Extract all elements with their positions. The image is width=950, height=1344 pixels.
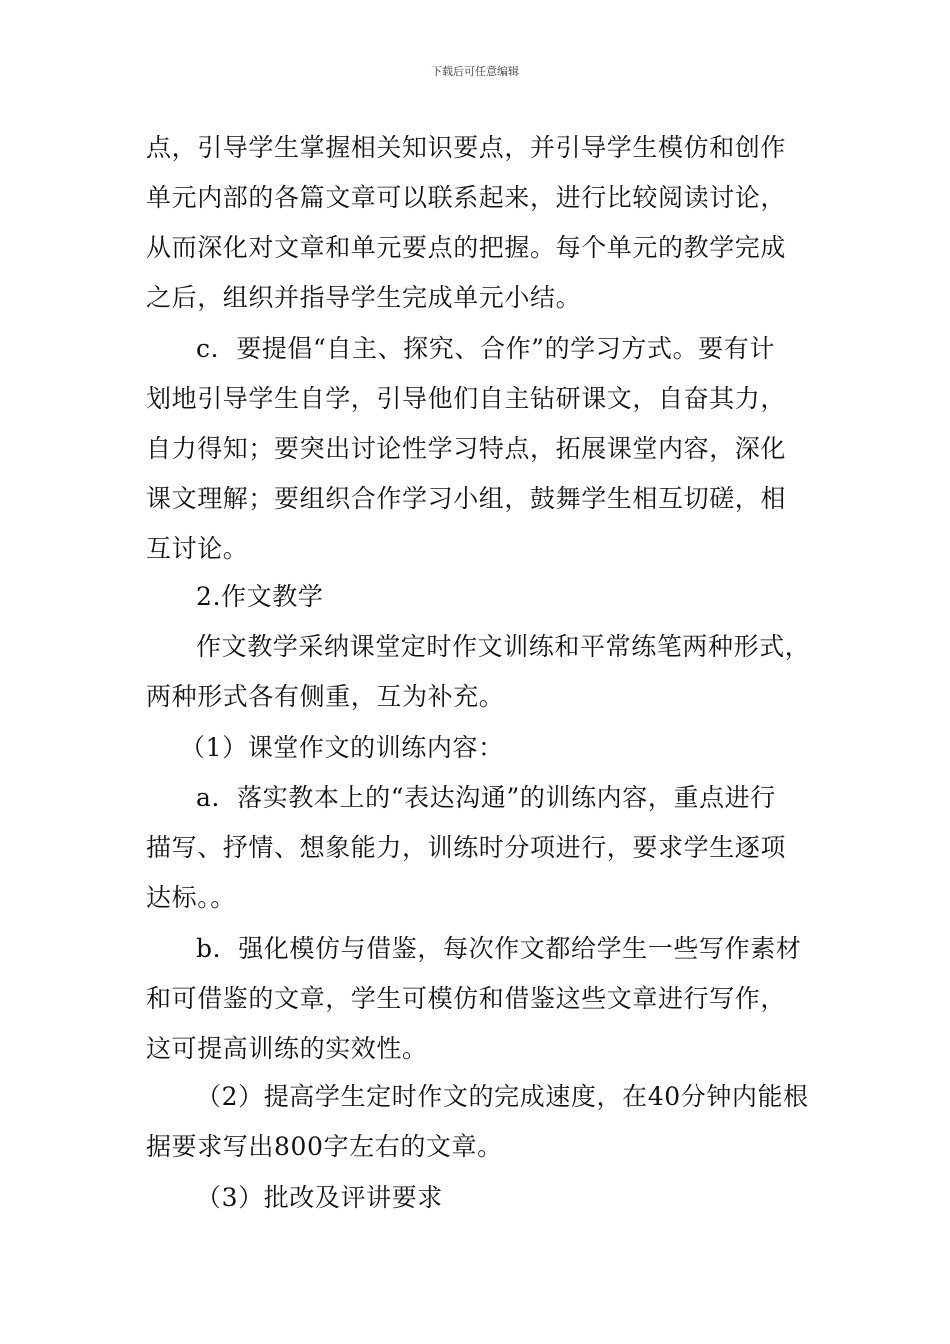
- text-line: 单元内部的各篇文章可以联系起来，进行比较阅读讨论，: [146, 183, 787, 212]
- text-line: 划地引导学生自学，引导他们自主钻研课文，自奋其力，: [146, 384, 787, 413]
- page-header: 下载后可任意编辑: [431, 65, 519, 78]
- text-line: 和可借鉴的文章，学生可模仿和借鉴这些文章进行写作，: [146, 984, 787, 1013]
- text-line: 两种形式各有侧重，互为补充。: [146, 682, 505, 711]
- text-line: a．落实教本上的“表达沟通”的训练内容，重点进行: [196, 783, 776, 812]
- text-line: 达标。。: [146, 883, 236, 912]
- text-line: 这可提高训练的实效性。: [146, 1034, 428, 1063]
- text-line: （2）提高学生定时作文的完成速度，在40分钟内能根: [196, 1082, 809, 1111]
- text-line: 作文教学采纳课堂定时作文训练和平常练笔两种形式，: [196, 632, 811, 661]
- subsection-heading: （1）课堂作文的训练内容：: [180, 733, 504, 762]
- text-line: 从而深化对文章和单元要点的把握。每个单元的教学完成: [146, 233, 787, 262]
- text-line: c．要提倡“自主、探究、合作”的学习方式。要有计: [196, 334, 775, 363]
- text-line: 点，引导学生掌握相关知识要点，并引导学生模仿和创作: [146, 133, 787, 162]
- text-line: b．强化模仿与借鉴，每次作文都给学生一些写作素材: [196, 934, 802, 963]
- text-line: 互讨论。: [146, 534, 249, 563]
- text-line: 据要求写出800字左右的文章。: [146, 1132, 503, 1161]
- subsection-heading: （3）批改及评讲要求: [196, 1183, 443, 1212]
- text-line: 之后，组织并指导学生完成单元小结。: [146, 283, 582, 312]
- text-line: 描写、抒情、想象能力，训练时分项进行，要求学生逐项: [146, 833, 787, 862]
- text-line: 自力得知；要突出讨论性学习特点，拓展课堂内容，深化: [146, 434, 787, 463]
- section-heading: 2.作文教学: [196, 582, 324, 611]
- text-line: 课文理解；要组织合作学习小组，鼓舞学生相互切磋，相: [146, 484, 787, 513]
